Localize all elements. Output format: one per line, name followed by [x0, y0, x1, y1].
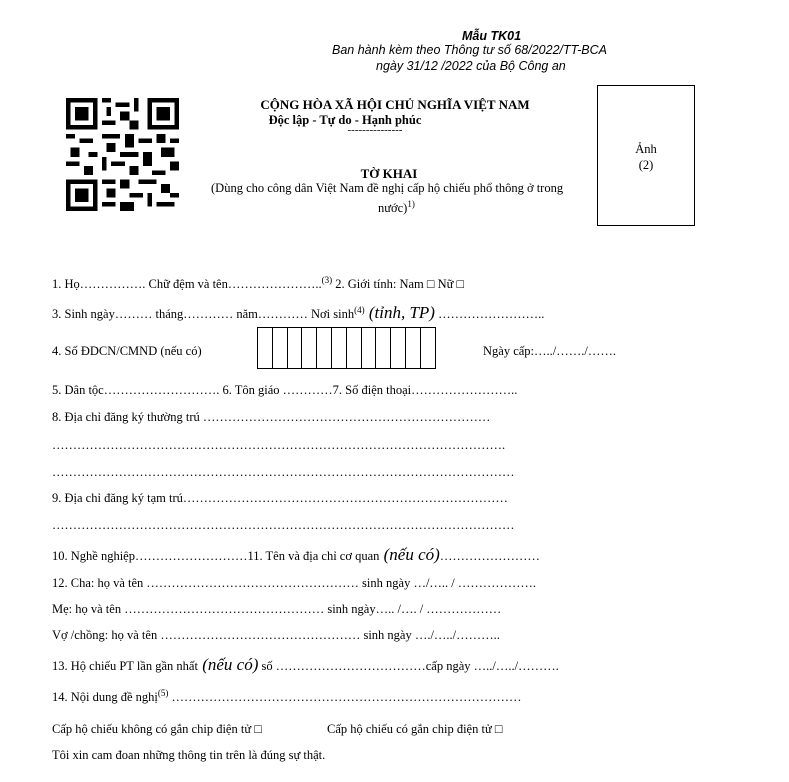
- photo-box: [597, 85, 695, 226]
- field-father: 12. Cha: họ và tên …………………………………………… sinh ngày …/….. / ……………….: [52, 576, 537, 590]
- subtitle-note: 1): [407, 199, 415, 209]
- id-number-boxes[interactable]: [258, 327, 436, 369]
- divider: ---------------: [347, 124, 403, 136]
- form-subtitle-cont: nước)$^{1)}$: [378, 199, 415, 216]
- form-code: Mẫu TK01: [462, 29, 522, 43]
- note-4: (4): [354, 304, 365, 315]
- qr-code: [66, 98, 179, 211]
- photo-label: Ảnh: [635, 142, 657, 156]
- field-temp-address: 9. Địa chỉ đăng ký tạm trú……………………………………………………………………: [52, 491, 508, 505]
- id-digit-box[interactable]: [316, 327, 332, 369]
- id-digit-box[interactable]: [390, 327, 406, 369]
- photo-note: (2): [638, 158, 654, 172]
- motto: Độc lập - Tự do - Hạnh phúc: [268, 113, 422, 127]
- field-permanent-address: 8. Địa chỉ đăng ký thường trú ……………………………………………………………: [52, 410, 491, 424]
- id-digit-box[interactable]: [346, 327, 362, 369]
- field-birth: 3. Sinh ngày……… tháng………… năm………… Nơi $\sinh^{(4)}$ (tỉnh, TP) ……………………..: [52, 303, 545, 322]
- id-digit-box[interactable]: [257, 327, 273, 369]
- field-temp-address-line2: …………………………………………………………………………………………………: [52, 518, 515, 532]
- note-3: (3): [321, 275, 333, 285]
- id-digit-box[interactable]: [272, 327, 288, 369]
- field-permanent-address-line2: ……………………………………………………………………………………………….: [52, 438, 506, 452]
- country-name: CỘNG HÒA XÃ HỘI CHỦ NGHĨA VIỆT NAM: [260, 97, 530, 112]
- id-digit-box[interactable]: [331, 327, 347, 369]
- field-request: 14. Nội dung đề nghị$^{(5)}$ …………………………………………………………………………: [52, 688, 522, 705]
- id-digit-box[interactable]: [420, 327, 436, 369]
- field-permanent-address-line3: …………………………………………………………………………………………………: [52, 465, 515, 479]
- id-digit-box[interactable]: [405, 327, 421, 369]
- option-with-chip[interactable]: Cấp hộ chiếu có gắn chip điện tử □: [327, 722, 503, 736]
- field-name-gender: 1. Họ……………. Chữ đệm và tên…………………..$^{(3)}$ 2. Giới tính: Nam □ Nữ □: [52, 275, 465, 292]
- field-id-date: Ngày cấp:…../……./…….: [483, 344, 616, 358]
- field-last-passport: 13. Hộ chiếu PT lần gần nhất (nếu có) số ………………………………cấp ngày …../…../……….: [52, 655, 559, 674]
- field-ethnic-religion-phone: 5. Dân tộc………………………. 6. Tôn giáo …………7. Số điện thoại……………………..: [52, 383, 518, 397]
- note-5: (5): [157, 688, 169, 698]
- id-digit-box[interactable]: [375, 327, 391, 369]
- issued-line2: ngày 31/12 /2022 của Bộ Công an: [376, 59, 566, 73]
- declaration: Tôi xin cam đoan những thông tin trên là đúng sự thật.: [52, 748, 326, 762]
- option-no-chip[interactable]: Cấp hộ chiếu không có gắn chip điện tử □: [52, 722, 262, 736]
- form-subtitle: (Dùng cho công dân Việt Nam đề nghị cấp hộ chiếu phổ thông ở trong: [211, 181, 564, 195]
- field-mother: Mẹ: họ và tên ………………………………………… sinh ngày….. /…. / ………………: [52, 602, 502, 616]
- issued-line1: Ban hành kèm theo Thông tư số 68/2022/TT-BCA: [332, 43, 607, 57]
- id-digit-box[interactable]: [287, 327, 303, 369]
- field-job-workplace: 10. Nghề nghiệp………………………11. Tên và địa chỉ cơ quan (nếu có)……………………: [52, 545, 540, 564]
- id-digit-box[interactable]: [361, 327, 377, 369]
- form-title: TỜ KHAI: [360, 166, 418, 181]
- field-id-label: 4. Số ĐDCN/CMND (nếu có): [52, 344, 202, 358]
- id-digit-box[interactable]: [301, 327, 317, 369]
- field-spouse: Vợ /chồng: họ và tên ………………………………………… sinh ngày …./…../………..: [52, 628, 500, 642]
